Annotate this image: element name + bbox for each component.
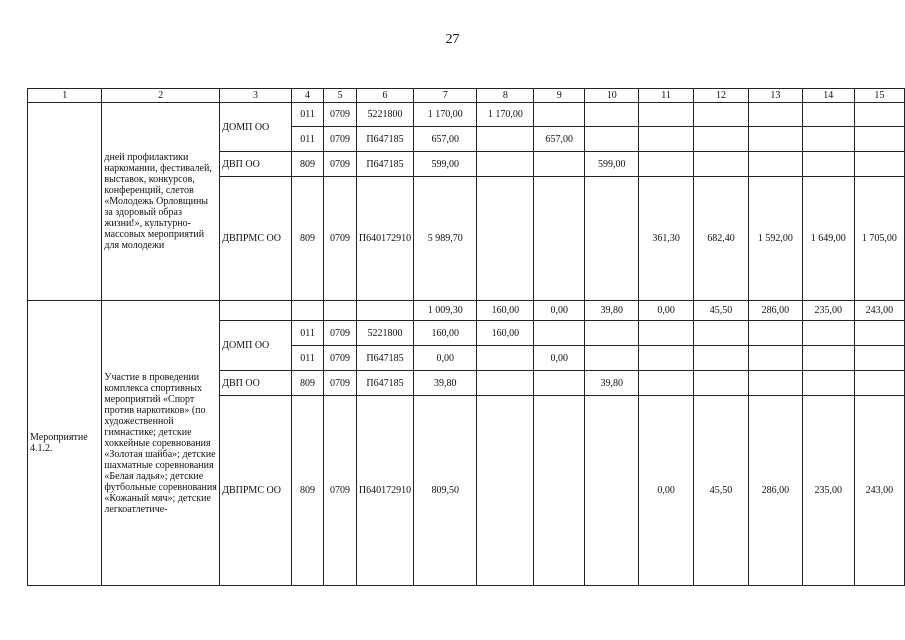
total-value-cell: 160,00 [477, 301, 534, 321]
value-cell: 1 592,00 [748, 177, 802, 301]
value-cell [748, 103, 802, 127]
value-cell: 599,00 [414, 152, 477, 177]
value-cell: 657,00 [534, 127, 585, 152]
budget-table [27, 88, 905, 586]
total-value-cell: 1 009,30 [414, 301, 477, 321]
header-row [28, 89, 905, 103]
total-value-cell: 0,00 [534, 301, 585, 321]
value-cell [534, 177, 585, 301]
value-cell [694, 103, 749, 127]
total-value-cell: 243,00 [854, 301, 904, 321]
header-cell: 13 [748, 89, 802, 103]
section-cell: 0709 [324, 346, 357, 371]
header-cell: 8 [477, 89, 534, 103]
value-cell [854, 127, 904, 152]
value-cell [854, 346, 904, 371]
target-code-cell: П647185 [356, 152, 413, 177]
value-cell [854, 371, 904, 396]
agency-cell: ДВП ОО [220, 371, 292, 396]
value-cell [802, 321, 854, 346]
page-number: 27 [445, 32, 460, 47]
target-code-cell: П640172910 [356, 177, 413, 301]
header-cell: 4 [291, 89, 323, 103]
target-code-cell: П640172910 [356, 396, 413, 586]
value-cell [639, 371, 694, 396]
agency-cell: ДВПРМС ОО [220, 396, 292, 586]
value-cell: 0,00 [534, 346, 585, 371]
measure-description: дней профилактики наркомании, фестивалей, выставок, конкурсов, конференций, слетов «Молодежь Орловщины за здоровый образ жизни!», культурно-массовых мероприятий для молодежи [102, 103, 220, 301]
value-cell [748, 321, 802, 346]
section-cell: 0709 [324, 371, 357, 396]
value-cell [477, 371, 534, 396]
value-cell [802, 127, 854, 152]
target-code-cell: 5221800 [356, 103, 413, 127]
header-cell: 15 [854, 89, 904, 103]
value-cell: 243,00 [854, 396, 904, 586]
grbs-cell [291, 301, 323, 321]
grbs-cell: 809 [291, 396, 323, 586]
value-cell: 235,00 [802, 396, 854, 586]
table-row [28, 103, 905, 127]
grbs-cell: 011 [291, 127, 323, 152]
agency-cell: ДОМП ОО [220, 103, 292, 152]
agency-cell: ДВПРМС ОО [220, 177, 292, 301]
section-cell: 0709 [324, 321, 357, 346]
value-cell: 0,00 [414, 346, 477, 371]
value-cell [854, 152, 904, 177]
section-cell: 0709 [324, 127, 357, 152]
value-cell [534, 103, 585, 127]
header-cell: 10 [585, 89, 639, 103]
value-cell [854, 103, 904, 127]
header-cell: 5 [324, 89, 357, 103]
header-cell: 3 [220, 89, 292, 103]
value-cell [585, 321, 639, 346]
total-value-cell: 235,00 [802, 301, 854, 321]
value-cell [748, 127, 802, 152]
header-cell: 7 [414, 89, 477, 103]
target-code-cell: 5221800 [356, 321, 413, 346]
target-code-cell: П647185 [356, 127, 413, 152]
grbs-cell: 011 [291, 321, 323, 346]
value-cell [639, 103, 694, 127]
value-cell [585, 103, 639, 127]
value-cell [534, 396, 585, 586]
agency-cell: ДВП ОО [220, 152, 292, 177]
grbs-cell: 011 [291, 346, 323, 371]
value-cell: 45,50 [694, 396, 749, 586]
value-cell [639, 152, 694, 177]
section-cell: 0709 [324, 177, 357, 301]
total-value-cell: 39,80 [585, 301, 639, 321]
value-cell [854, 321, 904, 346]
value-cell: 0,00 [639, 396, 694, 586]
header-cell: 1 [28, 89, 102, 103]
value-cell [477, 346, 534, 371]
value-cell [585, 396, 639, 586]
value-cell: 160,00 [477, 321, 534, 346]
value-cell [694, 346, 749, 371]
section-cell: 0709 [324, 396, 357, 586]
header-cell: 9 [534, 89, 585, 103]
grbs-cell: 011 [291, 103, 323, 127]
value-cell: 1 170,00 [414, 103, 477, 127]
value-cell [639, 346, 694, 371]
total-value-cell: 45,50 [694, 301, 749, 321]
value-cell [534, 152, 585, 177]
value-cell [694, 127, 749, 152]
value-cell [585, 177, 639, 301]
value-cell [802, 371, 854, 396]
measure-title: Мероприятие 4.1.2. [28, 301, 102, 586]
value-cell [748, 152, 802, 177]
value-cell: 1 649,00 [802, 177, 854, 301]
target-code-cell [356, 301, 413, 321]
header-cell: 14 [802, 89, 854, 103]
value-cell [694, 152, 749, 177]
total-value-cell: 0,00 [639, 301, 694, 321]
value-cell: 1 705,00 [854, 177, 904, 301]
value-cell [748, 371, 802, 396]
value-cell [639, 127, 694, 152]
value-cell: 160,00 [414, 321, 477, 346]
value-cell: 39,80 [585, 371, 639, 396]
header-cell: 12 [694, 89, 749, 103]
grbs-cell: 809 [291, 177, 323, 301]
value-cell [802, 346, 854, 371]
value-cell [585, 127, 639, 152]
header-cell: 11 [639, 89, 694, 103]
header-cell: 2 [102, 89, 220, 103]
target-code-cell: П647185 [356, 371, 413, 396]
section-cell: 0709 [324, 103, 357, 127]
value-cell [534, 321, 585, 346]
agency-cell [220, 301, 292, 321]
agency-cell: ДОМП ОО [220, 321, 292, 371]
grbs-cell: 809 [291, 371, 323, 396]
value-cell: 286,00 [748, 396, 802, 586]
value-cell: 682,40 [694, 177, 749, 301]
value-cell: 809,50 [414, 396, 477, 586]
measure-description: Участие в проведении комплекса спортивных мероприятий «Спорт против наркотиков» (по художественной гимнастике; детские хоккейные соревнования «Золотая шайба»; детские шахматные соревнования «Белая ладья»; детские футбольные соревнования «Кожаный мяч»; детские легкоатлетиче- [102, 301, 220, 586]
value-cell: 361,30 [639, 177, 694, 301]
value-cell [694, 371, 749, 396]
value-cell [477, 396, 534, 586]
value-cell [585, 346, 639, 371]
table-row-total [28, 301, 905, 321]
measure-cell-empty [28, 103, 102, 301]
value-cell [694, 321, 749, 346]
value-cell: 39,80 [414, 371, 477, 396]
value-cell [639, 321, 694, 346]
value-cell [477, 127, 534, 152]
target-code-cell: П647185 [356, 346, 413, 371]
value-cell [477, 152, 534, 177]
value-cell [802, 152, 854, 177]
value-cell [477, 177, 534, 301]
value-cell [748, 346, 802, 371]
header-cell: 6 [356, 89, 413, 103]
value-cell: 1 170,00 [477, 103, 534, 127]
section-cell [324, 301, 357, 321]
section-cell: 0709 [324, 152, 357, 177]
value-cell [802, 103, 854, 127]
grbs-cell: 809 [291, 152, 323, 177]
total-value-cell: 286,00 [748, 301, 802, 321]
value-cell: 657,00 [414, 127, 477, 152]
value-cell [534, 371, 585, 396]
value-cell: 599,00 [585, 152, 639, 177]
value-cell: 5 989,70 [414, 177, 477, 301]
